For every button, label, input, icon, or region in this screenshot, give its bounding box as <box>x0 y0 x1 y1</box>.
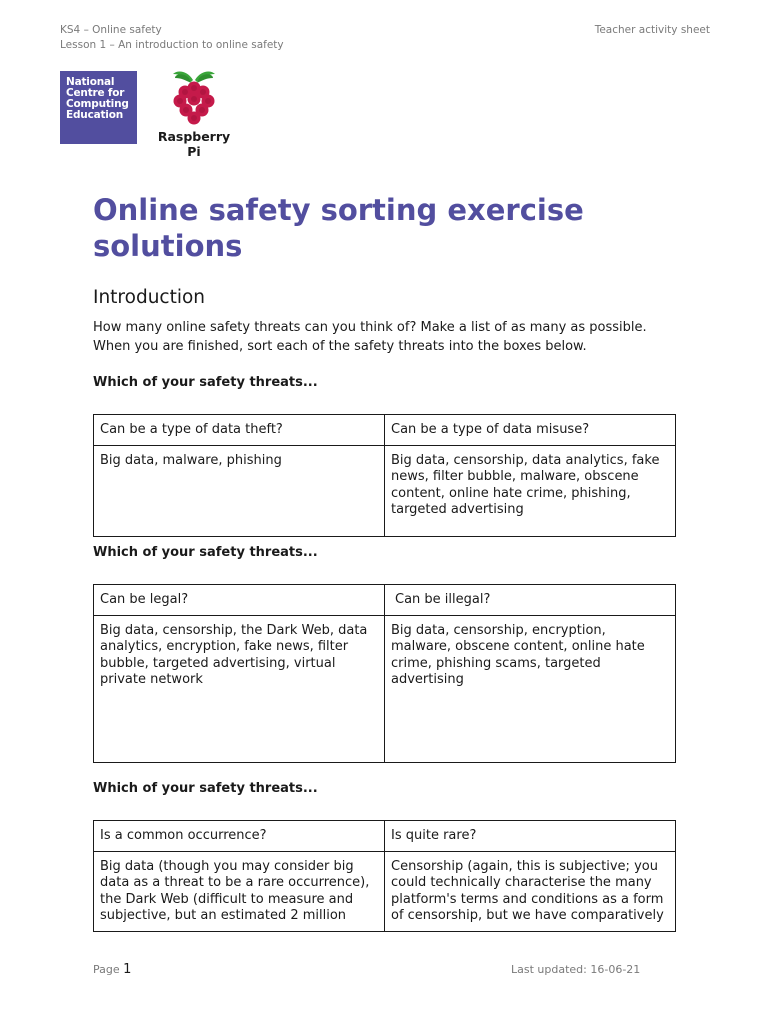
table-header-cell: Can be a type of data misuse? <box>385 415 676 446</box>
running-header <box>60 23 284 53</box>
ncce-logo <box>60 71 137 144</box>
raspberry-pi-icon <box>169 68 219 126</box>
table-label: Which of your safety threats... <box>93 375 318 390</box>
page-number-value: 1 <box>123 962 132 977</box>
last-updated: Last updated: 16-06-21 <box>511 963 641 976</box>
intro-line: When you are finished, sort each of the safety threats into the boxes below. <box>93 339 587 354</box>
table-header-row <box>94 415 676 446</box>
page-label: Page <box>93 963 120 976</box>
page-number <box>93 962 131 977</box>
table-cell: Big data, malware, phishing <box>94 445 385 536</box>
table-label: Which of your safety threats... <box>93 781 318 796</box>
intro-paragraph <box>93 318 693 356</box>
table-cell: Big data, censorship, encryption, malware, obscene content, online hate crime, phishing scams, targeted advertising <box>385 615 676 762</box>
table-header-row <box>94 821 676 852</box>
sorting-table-legal-illegal <box>93 584 676 763</box>
table-row <box>94 851 676 931</box>
table-cell: Big data (though you may consider big data as a threat to be a rare occurrence), the Dark Web (difficult to measure and subjective, but an estimated 2 million <box>94 851 385 931</box>
intro-line: How many online safety threats can you think of? Make a list of as many as possible. <box>93 320 647 335</box>
ncce-logo-text: National Centre for Computing Education <box>66 76 129 121</box>
table-cell: Censorship (again, this is subjective; you could technically characterise the many platform's terms and conditions as a form of censorship, but we have comparatively <box>385 851 676 931</box>
raspberry-pi-label: Raspberry Pi <box>157 129 231 159</box>
table-header-cell: Can be a type of data theft? <box>94 415 385 446</box>
table-label: Which of your safety threats... <box>93 545 318 560</box>
table-header-row <box>94 585 676 616</box>
section-heading-introduction: Introduction <box>93 287 206 308</box>
sorting-table-common-rare <box>93 820 676 932</box>
table-header-cell: Can be illegal? <box>385 585 676 616</box>
table-cell: Big data, censorship, the Dark Web, data analytics, encryption, fake news, filter bubble, targeted advertising, virtual private network <box>94 615 385 762</box>
course-name: KS4 – Online safety <box>60 24 162 36</box>
table-header-cell: Is quite rare? <box>385 821 676 852</box>
page-title: Online safety sorting exercise solutions <box>93 193 584 263</box>
raspberry-pi-logo <box>152 68 236 159</box>
table-row <box>94 615 676 762</box>
table-cell: Big data, censorship, data analytics, fake news, filter bubble, malware, obscene content, online hate crime, phishing, targeted advertising <box>385 445 676 536</box>
sorting-table-theft-misuse <box>93 414 676 537</box>
table-row <box>94 445 676 536</box>
sheet-type: Teacher activity sheet <box>594 24 710 36</box>
table-header-cell: Is a common occurrence? <box>94 821 385 852</box>
lesson-name: Lesson 1 – An introduction to online safety <box>60 39 284 51</box>
table-header-cell: Can be legal? <box>94 585 385 616</box>
